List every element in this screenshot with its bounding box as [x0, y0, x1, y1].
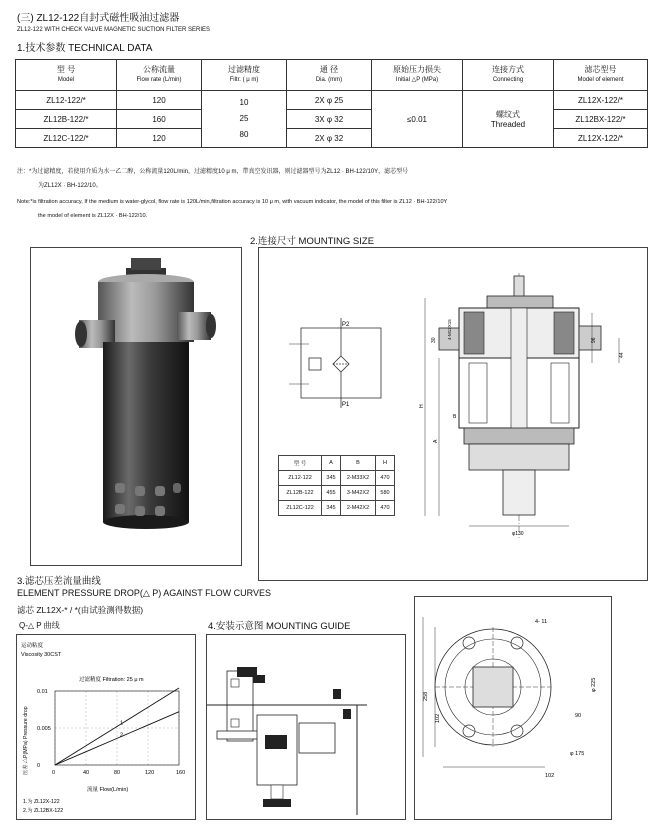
dimension-table — [278, 455, 395, 516]
cell-connecting — [463, 91, 554, 148]
chart-x-tick-label: 40 — [83, 770, 90, 776]
dim-label-a: A — [433, 439, 439, 443]
chart-series-label-2: 2 — [120, 732, 124, 739]
dim-cell: 455 — [322, 486, 341, 501]
spec-table-header-row — [16, 60, 648, 91]
header-model-cn: 型 号 — [56, 65, 76, 74]
header-connecting-cn: 连接方式 — [492, 65, 524, 74]
header-connecting — [463, 60, 554, 91]
section-curves-title-cn: 3.滤芯压差流量曲线 — [17, 576, 101, 587]
cell-element: ZL12BX-122/* — [554, 110, 648, 129]
dim-cell: 470 — [376, 471, 395, 486]
chart-title: 过滤精度 Filtration: 25 μ m — [79, 677, 144, 683]
note-en-line2: the model of element is ZL12X · BH-122/10. — [38, 213, 148, 219]
dim-label-30: 30 — [431, 337, 437, 343]
header-dia-en: Dia. (mm) — [315, 77, 343, 83]
header-flow — [117, 60, 202, 91]
filter-section-drawing — [409, 268, 639, 543]
connecting-cn: 螺纹式 — [496, 110, 520, 119]
filter-product-photo — [31, 248, 241, 565]
cell-element: ZL12X-122/* — [554, 129, 648, 148]
header-element — [554, 60, 648, 91]
chart-x-tick-label: 160 — [176, 770, 186, 776]
header-filtr-cn: 过滤精度 — [228, 65, 260, 74]
cell-flow: 120 — [117, 91, 202, 110]
note-cn-line2: 为ZL12X · BH-122/10。 — [38, 183, 102, 189]
dim-label-phi225: φ 225 — [591, 677, 597, 692]
section-technical-data-title: 1.技术参数 TECHNICAL DATA — [17, 43, 153, 54]
dim-label-90: 90 — [575, 713, 582, 719]
chart-ylabel: 压差 △P(MPa) Pressure drop — [23, 706, 29, 775]
chart-legend-2: 2.为 ZL12BX-122 — [23, 808, 64, 814]
symbol-label-p1: P1 — [342, 402, 350, 408]
dim-label-96: 96 — [591, 337, 597, 343]
spec-table — [15, 59, 648, 148]
dim-label-44: 44 — [619, 352, 625, 358]
section-mounting-size-title: 2.连接尺寸 MOUNTING SIZE — [250, 236, 375, 247]
note-en-line1: Note:*is filtration accuracy, If the medium is water-glycol, flow rate is 120L/min,filtration accuracy is 10 μ m, with vacuum indicator, the model of this filter is ZL12 · BH-122/10Y — [17, 199, 448, 205]
dim-cell: 345 — [322, 471, 341, 486]
note-cn-line1: 注：*为过滤精度，若使用介质为水一乙二醇，公称流量120L/min，过滤精度10 μ m，带真空发讯器，则过滤器型号为ZL12 · BH-122/10Y，滤芯型号 — [17, 169, 409, 175]
header-model-en: Model — [57, 77, 75, 83]
dim-cell: 470 — [376, 501, 395, 516]
dim-header-b: B — [341, 456, 376, 471]
mounting-topview-frame — [414, 596, 612, 820]
cell-dia: 2X φ 32 — [287, 129, 372, 148]
flange-top-view — [415, 597, 611, 819]
product-photo-frame — [30, 247, 242, 566]
dim-header-model: 型 号 — [279, 456, 322, 471]
cell-model: ZL12-122/* — [16, 91, 117, 110]
filtr-value: 10 — [239, 98, 249, 107]
header-pressure-cn: 原始压力损失 — [393, 65, 441, 74]
dim-cell: ZL12-122 — [279, 471, 322, 486]
dim-label-phi175: φ 175 — [570, 751, 585, 757]
header-element-cn: 滤芯型号 — [584, 65, 617, 74]
cell-filtr — [202, 91, 287, 148]
pressure-drop-chart — [17, 635, 195, 819]
cell-dia: 3X φ 32 — [287, 110, 372, 129]
table-row — [16, 110, 648, 129]
dim-header-a: A — [322, 456, 341, 471]
table-row — [16, 91, 648, 110]
header-filtr-en: Filtr. ( μ m) — [229, 77, 259, 83]
header-filtr — [202, 60, 287, 91]
table-row — [279, 471, 395, 486]
table-row — [16, 129, 648, 148]
section-curves-title-en: ELEMENT PRESSURE DROP(△ P) AGAINST FLOW CURVES — [17, 588, 271, 598]
cell-flow: 120 — [117, 129, 202, 148]
cell-flow: 160 — [117, 110, 202, 129]
mounting-guide-frame — [206, 634, 406, 820]
cell-element: ZL12X-122/* — [554, 91, 648, 110]
section-curves-subtitle: 滤芯 ZL12X-* / *(由试验测得数据) — [17, 605, 144, 615]
page-title: (三) ZL12-122自封式磁性吸油过滤器 — [17, 13, 180, 24]
dim-label-m12: 4-M12X15 — [447, 319, 452, 340]
chart-x-tick-label: 120 — [145, 770, 155, 776]
table-row — [279, 456, 395, 471]
dim-cell: 2-M33X2 — [341, 471, 376, 486]
header-pressure — [372, 60, 463, 91]
header-connecting-en: Connecting — [492, 77, 524, 83]
header-pressure-en: Initial △P (MPa) — [395, 77, 439, 83]
mounting-guide-drawing — [207, 635, 405, 819]
chart-legend-1: 1.为 ZL12X-122 — [23, 799, 60, 805]
dim-cell: 2-M42X2 — [341, 501, 376, 516]
chart-note-cn: 运动粘度 — [21, 643, 44, 649]
chart-x-tick-label: 80 — [114, 770, 121, 776]
dim-header-h: H — [376, 456, 395, 471]
dim-label-258: 258 — [423, 691, 429, 701]
chart-y-tick-label: 0 — [37, 763, 41, 769]
dim-cell: 580 — [376, 486, 395, 501]
chart-note-en: Viscosity 30CST — [21, 652, 62, 658]
table-row — [279, 501, 395, 516]
section-mounting-guide-title: 4.安装示意图 MOUNTING GUIDE — [208, 621, 351, 632]
cell-model: ZL12C-122/* — [16, 129, 117, 148]
header-dia-cn: 通 径 — [319, 65, 339, 74]
connecting-en: Threaded — [490, 120, 526, 129]
cell-model: ZL12B-122/* — [16, 110, 117, 129]
table-row — [279, 486, 395, 501]
pressure-drop-chart-frame — [16, 634, 196, 820]
chart-series-label-1: 1 — [120, 720, 124, 727]
dim-label-b: B — [453, 414, 457, 420]
dim-cell: 345 — [322, 501, 341, 516]
filtr-value: 80 — [239, 130, 249, 139]
chart-xlabel: 流量 Flow(L/min) — [87, 787, 129, 793]
mounting-size-frame — [258, 247, 648, 581]
header-flow-cn: 公称流量 — [143, 65, 175, 74]
header-element-en: Model of element — [577, 77, 624, 83]
chart-x-tick-label: 0 — [52, 770, 56, 776]
hydraulic-symbol — [289, 318, 399, 408]
symbol-label-p2: P2 — [342, 322, 350, 328]
section-curves-label: Q-△ P 曲线 — [19, 621, 60, 630]
header-dia — [287, 60, 372, 91]
header-flow-en: Flow rate (L/min) — [136, 77, 182, 83]
dim-cell: ZL12B-122 — [279, 486, 322, 501]
filtr-value: 25 — [239, 114, 249, 123]
page-subtitle: ZL12-122 WITH CHECK VALVE MAGNETIC SUCTION FILTER SERIES — [17, 27, 211, 33]
dim-label-102-vertical: 102 — [435, 713, 441, 723]
dim-cell: ZL12C-122 — [279, 501, 322, 516]
dim-label-4-11: 4- 11 — [535, 619, 548, 625]
header-model — [16, 60, 117, 91]
dim-cell: 3-M42X2 — [341, 486, 376, 501]
chart-y-tick-label: 0.005 — [37, 726, 51, 732]
dim-label-h: H — [419, 404, 425, 408]
cell-dia: 2X φ 25 — [287, 91, 372, 110]
dim-label-102-horizontal: 102 — [545, 773, 555, 779]
cell-pressure-loss: ≤0.01 — [372, 91, 463, 148]
chart-y-tick-label: 0.01 — [37, 689, 48, 695]
dim-label-phi130: φ130 — [512, 531, 524, 537]
